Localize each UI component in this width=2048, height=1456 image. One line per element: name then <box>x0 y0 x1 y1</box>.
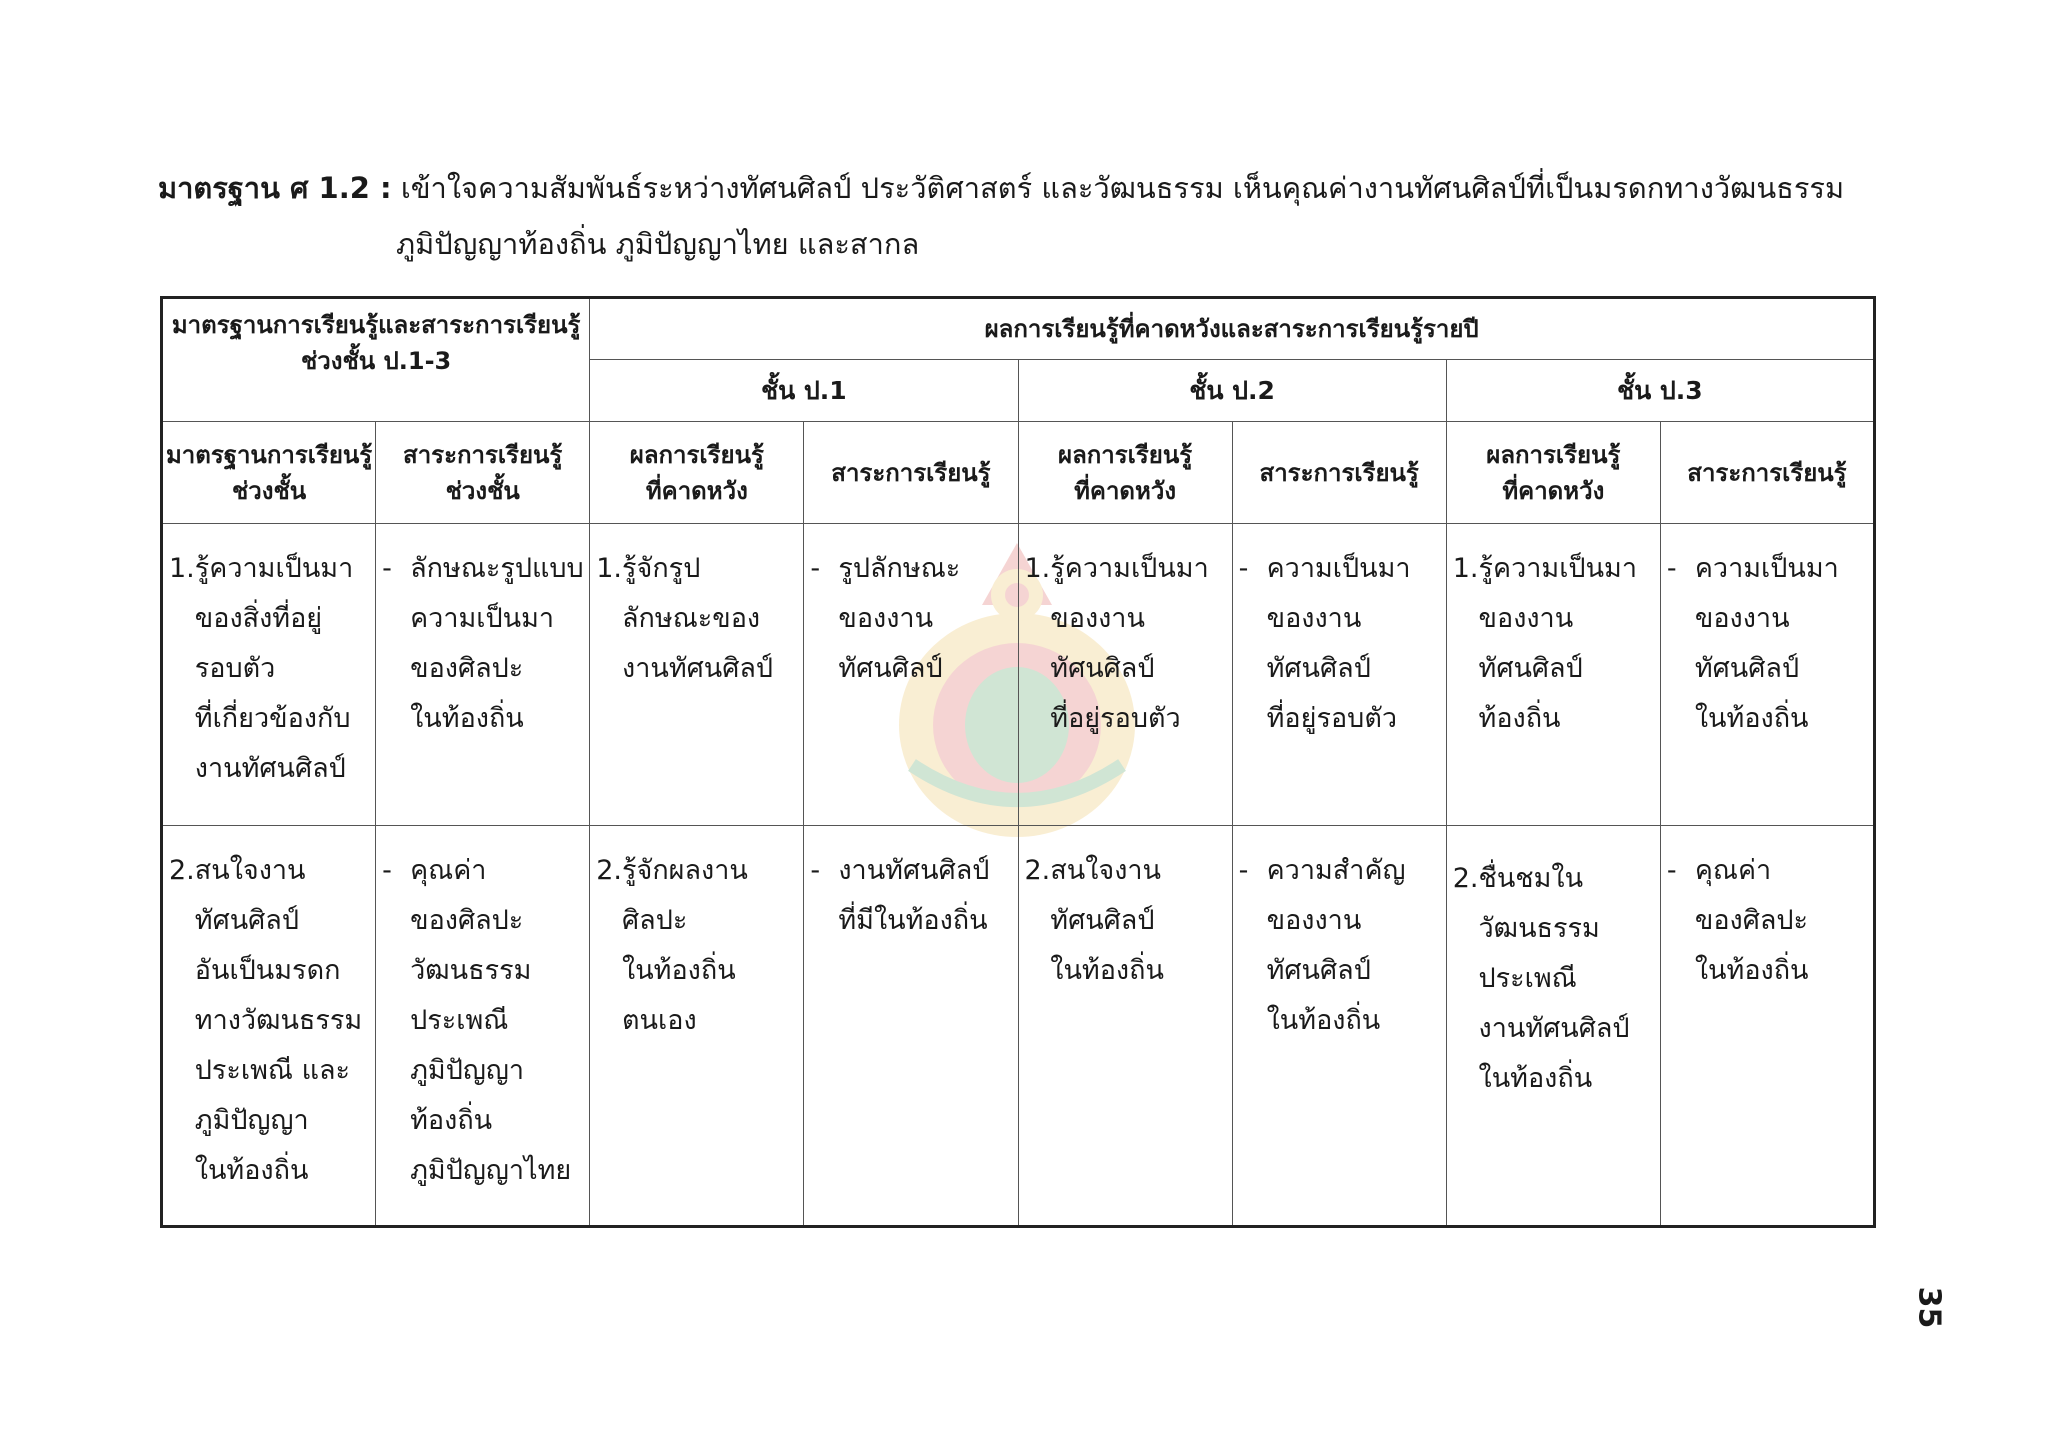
row2-p3-content-cell <box>1660 826 1874 1227</box>
col-header-standard-line1: มาตรฐานการเรียนรู้ <box>165 440 373 469</box>
row1-p1-outcome-line: ลักษณะของ <box>622 603 761 634</box>
row1-p2-outcome-line: ของงาน <box>1050 603 1145 634</box>
row1-p1-outcome-line: รู้จักรูป <box>622 553 701 584</box>
row1-range-content-line: ความเป็นมา <box>410 603 555 634</box>
row1-p3-outcome-line: ท้องถิ่น <box>1478 703 1561 734</box>
row1-p1-outcome-line: งานทัศนศิลป์ <box>622 653 774 684</box>
row2-p3-outcome-line: งานทัศนศิลป์ <box>1478 1013 1630 1044</box>
row2-range-content-line: ของศิลปะ <box>410 905 524 936</box>
row2-p2-outcome-line: ทัศนศิลป์ <box>1050 905 1155 936</box>
row2-standard-line: ทัศนศิลป์ <box>194 905 299 936</box>
right-header-cell: ผลการเรียนรู้ที่คาดหวังและสาระการเรียนรู้รายปี <box>590 298 1875 360</box>
row1-p3-content-line: ของงาน <box>1694 603 1790 634</box>
grade-header-p2: ชั้น ป.2 <box>1018 360 1446 422</box>
row1-p3-outcome-num: 1. <box>1452 553 1479 584</box>
bullet-dash: - <box>1666 855 1677 886</box>
standard-label: มาตรฐาน ศ 1.2 : <box>158 171 392 205</box>
bullet-dash: - <box>810 553 821 584</box>
row1-range-content-cell <box>376 524 590 826</box>
row2-standard-num: 2. <box>169 855 195 886</box>
grade-header-p1: ชั้น ป.1 <box>590 360 1018 422</box>
row1-p2-outcome-line: ที่อยู่รอบตัว <box>1050 703 1181 734</box>
row2-standard-line: สนใจงาน <box>194 855 306 886</box>
col-header-p1-outcome-line1: ผลการเรียนรู้ <box>629 440 764 469</box>
row2-range-content-line: ประเพณี <box>410 1005 509 1036</box>
row1-p1-content-line: ทัศนศิลป์ <box>838 653 943 684</box>
row1-p2-content-line: ทัศนศิลป์ <box>1266 653 1371 684</box>
row2-range-content-line: คุณค่า <box>410 855 487 886</box>
row1-p2-outcome-cell <box>1018 524 1232 826</box>
row1-p3-content-line: ความเป็นมา <box>1694 553 1839 584</box>
row1-p1-content-line: รูปลักษณะ <box>838 553 961 584</box>
row1-range-content-line: ลักษณะรูปแบบ <box>410 553 584 584</box>
standard-line-2: ภูมิปัญญาท้องถิ่น ภูมิปัญญาไทย และสากล <box>396 227 920 261</box>
row1-p3-outcome-line: รู้ความเป็นมา <box>1478 553 1637 584</box>
row2-p1-outcome-num: 2. <box>596 855 623 886</box>
bullet-dash: - <box>1238 855 1249 886</box>
row2-p3-content-line: ของศิลปะ <box>1694 905 1809 936</box>
row2-p1-content-line: งานทัศนศิลป์ <box>838 855 990 886</box>
row2-p1-outcome-line: รู้จักผลงาน <box>622 855 748 886</box>
grade-header-p3: ชั้น ป.3 <box>1446 360 1874 422</box>
row1-p2-outcome-line: รู้ความเป็นมา <box>1050 553 1209 584</box>
row1-range-content-line: ของศิลปะ <box>410 653 524 684</box>
row2-p3-outcome-cell <box>1446 826 1660 1227</box>
row2-p1-outcome-line: ศิลปะ <box>622 905 688 936</box>
row2-standard-line: ภูมิปัญญา <box>194 1105 309 1136</box>
row2-p3-outcome-line: ในท้องถิ่น <box>1478 1063 1593 1094</box>
row2-range-content-line: ท้องถิ่น <box>410 1105 493 1136</box>
col-header-range-content-line1: สาระการเรียนรู้ <box>403 440 563 469</box>
page-number: 35 <box>1911 1286 1947 1329</box>
col-header-p1-content: สาระการเรียนรู้ <box>804 422 1018 524</box>
row2-p3-content-line: ในท้องถิ่น <box>1694 955 1809 986</box>
row2-standard-line: ในท้องถิ่น <box>194 1155 309 1186</box>
row2-range-content-line: วัฒนธรรม <box>410 955 532 986</box>
row2-p3-outcome-line: ประเพณี <box>1478 963 1577 994</box>
row1-standard-line: ที่เกี่ยวข้องกับ <box>194 703 351 734</box>
standard-text-1: เข้าใจความสัมพันธ์ระหว่างทัศนศิลป์ ประวัติศาสตร์ และวัฒนธรรม เห็นคุณค่างานทัศนศิลป์ที่เป็นมรดกทางวัฒนธรรม <box>400 171 1845 205</box>
row2-p2-outcome-cell <box>1018 826 1232 1227</box>
col-header-p2-content: สาระการเรียนรู้ <box>1232 422 1446 524</box>
bullet-dash: - <box>810 855 821 886</box>
row2-p2-outcome-line: สนใจงาน <box>1050 855 1162 886</box>
row2-p1-content-cell <box>804 826 1018 1227</box>
row1-standard-line: รอบตัว <box>194 653 276 684</box>
col-header-standard-line2: ช่วงชั้น <box>231 476 307 505</box>
row2-p2-content-cell <box>1232 826 1446 1227</box>
row2-standard-line: ประเพณี และ <box>194 1055 351 1086</box>
row2-p2-content-line: ในท้องถิ่น <box>1266 1005 1381 1036</box>
row1-standard-line: รู้ความเป็นมา <box>194 553 354 584</box>
bullet-dash: - <box>1666 553 1677 584</box>
row1-p3-content-cell <box>1660 524 1874 826</box>
col-header-p3-content: สาระการเรียนรู้ <box>1660 422 1874 524</box>
row2-p1-outcome-line: ตนเอง <box>622 1005 697 1036</box>
row1-standard-line: งานทัศนศิลป์ <box>194 753 346 784</box>
row1-p2-content-line: ความเป็นมา <box>1266 553 1411 584</box>
row1-p1-content-cell <box>804 524 1018 826</box>
row1-p3-outcome-cell <box>1446 524 1660 826</box>
col-header-p3-outcome <box>1446 422 1660 524</box>
row1-standard-line: ของสิ่งที่อยู่ <box>194 603 323 634</box>
row2-p3-outcome-line: วัฒนธรรม <box>1478 913 1600 944</box>
standard-heading <box>158 160 1898 272</box>
row1-p2-outcome-line: ทัศนศิลป์ <box>1050 653 1155 684</box>
row2-p2-content-line: ของงาน <box>1266 905 1362 936</box>
row2-p3-outcome-line: ชื่นชมใน <box>1478 863 1584 894</box>
row1-p1-outcome-cell <box>590 524 804 826</box>
col-header-p2-outcome-line1: ผลการเรียนรู้ <box>1058 440 1193 469</box>
row1-p3-content-line: ทัศนศิลป์ <box>1694 653 1800 684</box>
col-header-p1-outcome-line2: ที่คาดหวัง <box>645 476 748 505</box>
col-header-p3-outcome-line2: ที่คาดหวัง <box>1502 476 1605 505</box>
row2-standard-line: ทางวัฒนธรรม <box>194 1005 363 1036</box>
bullet-dash: - <box>1238 553 1249 584</box>
row2-p2-content-line: ทัศนศิลป์ <box>1266 955 1371 986</box>
row1-p2-content-cell <box>1232 524 1446 826</box>
left-header-cell: มาตรฐานการเรียนรู้และสาระการเรียนรู้ ช่วงชั้น ป.1-3 <box>162 298 590 422</box>
row1-p3-outcome-line: ของงาน <box>1478 603 1574 634</box>
row1-p3-outcome-line: ทัศนศิลป์ <box>1478 653 1583 684</box>
row2-standard-line: อันเป็นมรดก <box>194 955 341 986</box>
bullet-dash: - <box>382 553 392 584</box>
row2-p1-outcome-line: ในท้องถิ่น <box>622 955 736 986</box>
curriculum-table <box>160 296 1876 1228</box>
col-header-p1-outcome <box>590 422 804 524</box>
row2-range-content-line: ภูมิปัญญา <box>410 1055 525 1086</box>
row1-range-content-line: ในท้องถิ่น <box>410 703 524 734</box>
row2-p3-outcome-num: 2. <box>1452 863 1479 894</box>
row2-range-content-line: ภูมิปัญญาไทย <box>410 1155 572 1186</box>
row2-p2-content-line: ความสำคัญ <box>1266 855 1406 886</box>
standard-line-1 <box>158 160 1898 216</box>
row1-standard-num: 1. <box>169 553 195 584</box>
row1-p2-outcome-num: 1. <box>1024 553 1051 584</box>
row2-p1-content-line: ที่มีในท้องถิ่น <box>838 905 988 936</box>
row1-p3-content-line: ในท้องถิ่น <box>1694 703 1809 734</box>
row1-p1-outcome-num: 1. <box>596 553 623 584</box>
row2-p3-content-line: คุณค่า <box>1694 855 1772 886</box>
row2-standard-cell <box>162 826 376 1227</box>
row1-p2-content-line: ที่อยู่รอบตัว <box>1266 703 1398 734</box>
row1-standard-cell <box>162 524 376 826</box>
col-header-p2-outcome <box>1018 422 1232 524</box>
row2-p2-outcome-line: ในท้องถิ่น <box>1050 955 1164 986</box>
row2-range-content-cell <box>376 826 590 1227</box>
col-header-range-content <box>376 422 590 524</box>
row2-p1-outcome-cell <box>590 826 804 1227</box>
row1-p1-content-line: ของงาน <box>838 603 934 634</box>
col-header-range-content-line2: ช่วงชั้น <box>445 476 520 505</box>
col-header-p2-outcome-line2: ที่คาดหวัง <box>1074 476 1177 505</box>
bullet-dash: - <box>382 855 392 886</box>
row1-p2-content-line: ของงาน <box>1266 603 1362 634</box>
col-header-p3-outcome-line1: ผลการเรียนรู้ <box>1486 440 1621 469</box>
row2-p2-outcome-num: 2. <box>1024 855 1051 886</box>
col-header-standard <box>162 422 376 524</box>
